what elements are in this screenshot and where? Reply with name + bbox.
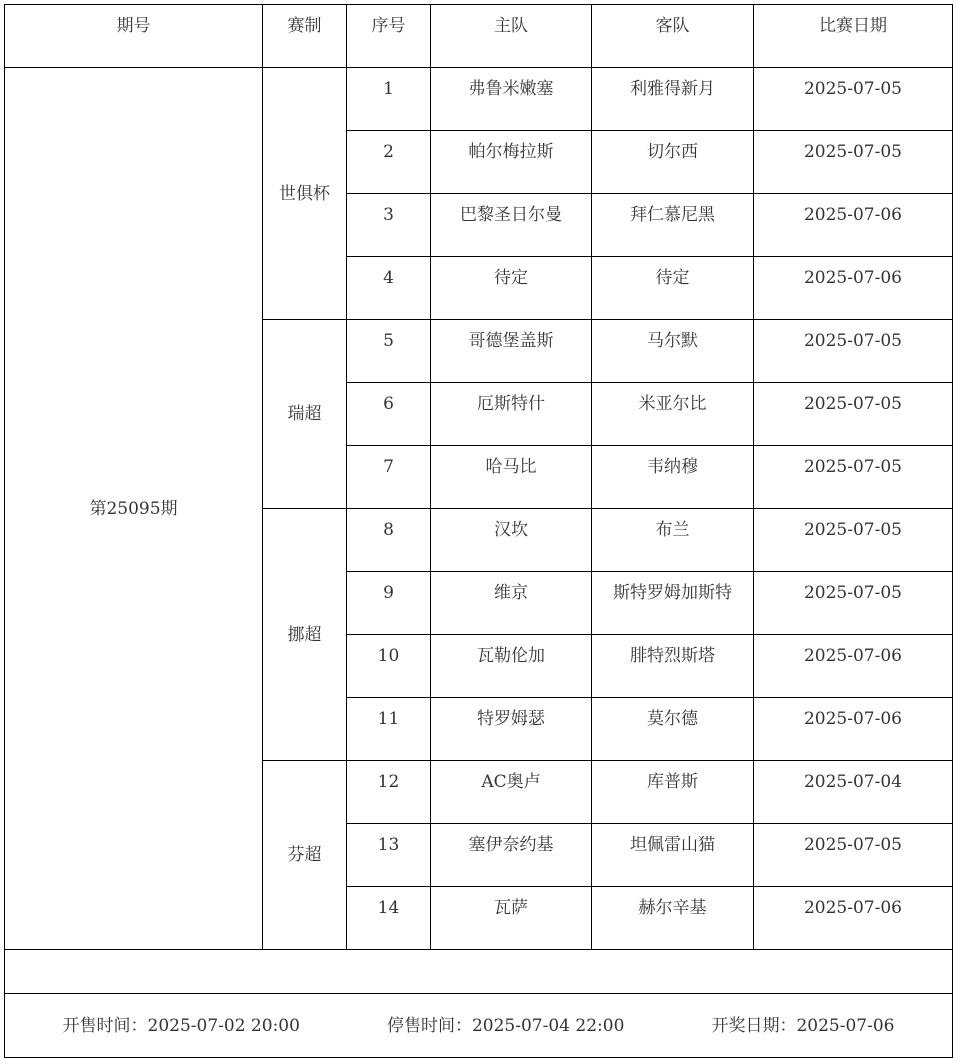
- footer-cell: [5, 994, 953, 1058]
- sale-stop-time: 停售时间：2025-07-04 22:00: [386, 1015, 625, 1036]
- home-team-cell: AC奥卢: [431, 761, 592, 824]
- home-team-cell: 瓦勒伦加: [431, 635, 592, 698]
- away-team-cell: 拜仁慕尼黑: [592, 194, 754, 257]
- match-date-cell: 2025-07-05: [754, 572, 953, 635]
- away-team-cell: 布兰: [592, 509, 754, 572]
- away-team-cell: 坦佩雷山猫: [592, 824, 754, 887]
- seq-cell: 8: [347, 509, 431, 572]
- home-team-cell: 特罗姆瑟: [431, 698, 592, 761]
- seq-cell: 3: [347, 194, 431, 257]
- away-team-cell: 斯特罗姆加斯特: [592, 572, 754, 635]
- seq-cell: 14: [347, 887, 431, 950]
- seq-cell: 2: [347, 131, 431, 194]
- home-team-cell: 瓦萨: [431, 887, 592, 950]
- seq-cell: 9: [347, 572, 431, 635]
- seq-cell: 6: [347, 383, 431, 446]
- home-team-cell: 汉坎: [431, 509, 592, 572]
- match-date-cell: 2025-07-06: [754, 194, 953, 257]
- match-date-cell: 2025-07-06: [754, 257, 953, 320]
- away-team-cell: 马尔默: [592, 320, 754, 383]
- competition-cell: 挪超: [263, 509, 347, 761]
- seq-cell: 13: [347, 824, 431, 887]
- header-row: [5, 5, 953, 68]
- competition-cell: 瑞超: [263, 320, 347, 509]
- competition-cell: 芬超: [263, 761, 347, 950]
- seq-cell: 5: [347, 320, 431, 383]
- match-date-cell: 2025-07-06: [754, 635, 953, 698]
- home-team-cell: 巴黎圣日尔曼: [431, 194, 592, 257]
- away-team-cell: 库普斯: [592, 761, 754, 824]
- match-date-cell: 2025-07-05: [754, 446, 953, 509]
- home-team-cell: 维京: [431, 572, 592, 635]
- match-date-cell: 2025-07-05: [754, 509, 953, 572]
- period-cell: 第25095期: [5, 68, 263, 950]
- home-team-cell: 哈马比: [431, 446, 592, 509]
- away-team-cell: 米亚尔比: [592, 383, 754, 446]
- away-team-cell: 待定: [592, 257, 754, 320]
- lottery-schedule-table: [4, 4, 953, 1058]
- home-team-cell: 帕尔梅拉斯: [431, 131, 592, 194]
- seq-cell: 7: [347, 446, 431, 509]
- blank-cell: [5, 950, 953, 994]
- home-team-cell: 哥德堡盖斯: [431, 320, 592, 383]
- seq-cell: 4: [347, 257, 431, 320]
- table-row: [5, 68, 953, 131]
- seq-cell: 1: [347, 68, 431, 131]
- seq-cell: 12: [347, 761, 431, 824]
- home-team-cell: 厄斯特什: [431, 383, 592, 446]
- match-date-cell: 2025-07-06: [754, 887, 953, 950]
- header-away: 客队: [592, 5, 754, 68]
- away-team-cell: 韦纳穆: [592, 446, 754, 509]
- match-date-cell: 2025-07-05: [754, 68, 953, 131]
- away-team-cell: 利雅得新月: [592, 68, 754, 131]
- match-date-cell: 2025-07-05: [754, 320, 953, 383]
- away-team-cell: 腓特烈斯塔: [592, 635, 754, 698]
- match-date-cell: 2025-07-05: [754, 383, 953, 446]
- sale-start-time: 开售时间：2025-07-02 20:00: [62, 1015, 300, 1036]
- header-period: 期号: [5, 5, 263, 68]
- match-date-cell: 2025-07-05: [754, 824, 953, 887]
- header-seq: 序号: [347, 5, 431, 68]
- home-team-cell: 待定: [431, 257, 592, 320]
- competition-cell: 世俱杯: [263, 68, 347, 320]
- match-date-cell: 2025-07-05: [754, 131, 953, 194]
- sale-info: [5, 1015, 952, 1037]
- draw-date: 开奖日期：2025-07-06: [711, 1015, 895, 1036]
- footer-row: [5, 994, 953, 1058]
- home-team-cell: 弗鲁米嫩塞: [431, 68, 592, 131]
- table-body: [5, 5, 953, 1058]
- match-date-cell: 2025-07-06: [754, 698, 953, 761]
- away-team-cell: 莫尔德: [592, 698, 754, 761]
- header-competition: 赛制: [263, 5, 347, 68]
- match-date-cell: 2025-07-04: [754, 761, 953, 824]
- seq-cell: 11: [347, 698, 431, 761]
- away-team-cell: 赫尔辛基: [592, 887, 754, 950]
- blank-row: [5, 950, 953, 994]
- header-home: 主队: [431, 5, 592, 68]
- header-date: 比赛日期: [754, 5, 953, 68]
- seq-cell: 10: [347, 635, 431, 698]
- home-team-cell: 塞伊奈约基: [431, 824, 592, 887]
- away-team-cell: 切尔西: [592, 131, 754, 194]
